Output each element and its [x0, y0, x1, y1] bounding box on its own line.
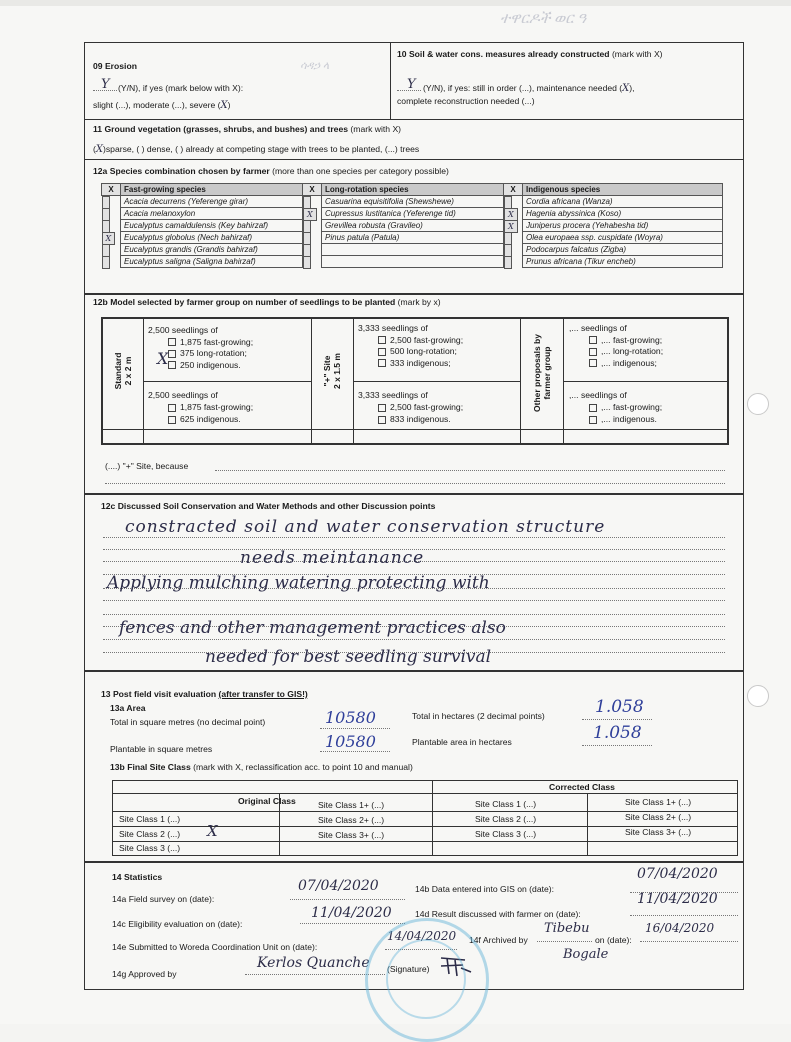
plantable-sqm-value[interactable]: 10580 [325, 732, 376, 751]
erosion-question: (Y/N), if yes (mark below with X): [118, 83, 244, 93]
species-name: Cordia africana (Wanza) [523, 196, 723, 208]
corr-class-2[interactable]: Site Class 2 (...) [475, 814, 537, 824]
plantable-ha-value[interactable]: 1.058 [593, 723, 642, 743]
std1-option: 2,500 seedlings of 1,875 fast-growing; 375 long-rotation; 250 indigenous. [148, 325, 254, 370]
species-name: Eucalyptus globolus (Nech bahirzaf) [121, 232, 303, 244]
archived-on-label: on (date): [595, 935, 632, 945]
species-mark[interactable] [504, 256, 512, 269]
statistics-title: 14 Statistics [112, 872, 163, 882]
corrected-class-header: Corrected Class [549, 782, 615, 792]
page-top-edge [0, 0, 791, 6]
site-class-title: 13b Final Site Class (mark with X, reclassification acc. to point 10 and manual) [110, 762, 413, 772]
other2-option: ,... seedlings of ,... fast-growing; ,... indigenous. [569, 390, 663, 424]
approved-by-label: 14g Approved by [112, 969, 177, 979]
field-survey-label: 14a Field survey on (date): [112, 894, 215, 904]
other-model-label: Other proposals by farmer group [532, 334, 552, 412]
punch-hole-bottom [747, 685, 769, 707]
submitted-label: 14e Submitted to Woreda Coordination Unit on (date): [112, 942, 318, 952]
signature-label: (Signature) [387, 964, 430, 974]
swc-yn-answer[interactable]: Y [407, 77, 416, 92]
species-name: Cupressus lustitanica (Yeferenge tid) [322, 208, 504, 220]
species-header-fast: Fast-growing species [121, 184, 303, 196]
species-row [102, 196, 723, 208]
species-title: 12a Species combination chosen by farmer (more than one species per category possible) [93, 166, 449, 176]
discussion-title: 12c Discussed Soil Conservation and Water Methods and other Discussion points [101, 501, 436, 511]
species-mark[interactable]: X [504, 208, 518, 221]
species-name: Acacia decurrens (Yeferenge girar) [121, 196, 303, 208]
species-row [102, 244, 723, 256]
species-x-header-long: X [303, 184, 322, 196]
species-mark[interactable]: X [504, 220, 518, 233]
species-name: Eucalyptus saligna (Saligna bahirzaf) [121, 256, 303, 268]
species-mark[interactable] [102, 256, 110, 269]
orig-class-3plus[interactable]: Site Class 3+ (...) [318, 830, 385, 840]
species-name: Acacia melanoxylon [121, 208, 303, 220]
corr-class-3plus[interactable]: Site Class 3+ (...) [625, 827, 692, 837]
species-row [102, 220, 723, 232]
swc-question: (Y/N), if yes: still in order (...), maintenance needed (X), [423, 83, 635, 94]
corr-class-1plus[interactable]: Site Class 1+ (...) [625, 797, 692, 807]
erosion-severity-options: slight (...), moderate (...), severe (X) [93, 100, 231, 111]
official-stamp-inner [386, 939, 466, 1019]
total-ha-value[interactable]: 1.058 [595, 697, 644, 717]
discussion-line-1: constracted soil and water conservation structure [125, 517, 606, 537]
model-title: 12b Model selected by farmer group on number of seedlings to be planted (mark by x) [93, 297, 441, 307]
result-discussed-date[interactable]: 11/04/2020 [637, 891, 718, 907]
orig-class-2[interactable]: Site Class 2 (...) [119, 829, 181, 839]
discussion-line-3: Applying mulching watering protecting with [107, 573, 490, 593]
result-discussed-label: 14d Result discussed with farmer on (date): [415, 909, 581, 919]
corr-class-1[interactable]: Site Class 1 (...) [475, 799, 537, 809]
vegetation-sparse-mark[interactable]: X [95, 144, 103, 155]
area-title: 13a Area [110, 703, 146, 713]
swc-reconstruction-option: complete reconstruction needed (...) [397, 96, 535, 106]
species-row [102, 232, 723, 244]
species-name: Grevillea robusta (Gravileo) [322, 220, 504, 232]
punch-hole-top [747, 393, 769, 415]
std1-mark[interactable]: X [157, 349, 169, 368]
species-row [102, 208, 723, 220]
species-name: Juniperus procera (Yehabesha tid) [523, 220, 723, 232]
original-class-header: Original Class [238, 796, 296, 806]
approved-by-name[interactable]: Kerlos Quanche [257, 955, 370, 971]
gis-entry-label: 14b Data entered into GIS on (date): [415, 884, 555, 894]
orig-class-3[interactable]: Site Class 3 (...) [119, 843, 181, 853]
bleed-through-text-top: ተዋርዶች ወር ዓ [500, 11, 587, 27]
archived-by-name-2: Bogale [563, 947, 609, 962]
species-name: Pinus patula (Patula) [322, 232, 504, 244]
species-name: Hagenia abyssinica (Koso) [523, 208, 723, 220]
orig-class-2-mark[interactable]: X [207, 822, 218, 840]
species-header-long: Long-rotation species [322, 184, 504, 196]
species-name [322, 244, 504, 256]
orig-class-1[interactable]: Site Class 1 (...) [119, 814, 181, 824]
discussion-line-2: needs meintanance [240, 548, 425, 568]
discussion-line-4: fences and other management practices also [119, 618, 506, 638]
swc-title: 10 Soil & water cons. measures already constructed (mark with X) [397, 49, 663, 59]
other1-option: ,... seedlings of ,... fast-growing; ,... long-rotation; ,... indigenous; [569, 323, 664, 368]
species-name: Eucalyptus camaldulensis (Key bahirzaf) [121, 220, 303, 232]
standard-model-label: Standard 2 x 2 m [113, 352, 133, 390]
species-name: Casuarina equisitifolia (Shewshewe) [322, 196, 504, 208]
swc-maintenance-mark[interactable]: X [622, 83, 630, 94]
plantable-sqm-label: Plantable in square metres [110, 744, 213, 754]
total-ha-label: Total in hectares (2 decimal points) [412, 711, 545, 721]
species-header-indigenous: Indigenous species [523, 184, 723, 196]
erosion-yn-answer[interactable]: Y [101, 77, 110, 92]
archived-date[interactable]: 16/04/2020 [645, 921, 715, 935]
species-name: Podocarpus falcatus (Zigba) [523, 244, 723, 256]
erosion-title: 09 Erosion [93, 61, 137, 71]
species-name [322, 256, 504, 268]
archived-by-name[interactable]: Tibebu [544, 921, 590, 936]
orig-class-2plus[interactable]: Site Class 2+ (...) [318, 815, 385, 825]
orig-class-1plus[interactable]: Site Class 1+ (...) [318, 800, 385, 810]
species-mark[interactable] [303, 256, 311, 269]
eligibility-label: 14c Eligibility evaluation on (date): [112, 919, 243, 929]
archived-by-label: 14f Archived by [469, 935, 528, 945]
std2-option: 2,500 seedlings of 1,875 fast-growing; 625 indigenous. [148, 390, 254, 424]
total-sqm-label: Total in square metres (no decimal point) [110, 717, 266, 727]
eligibility-date[interactable]: 11/04/2020 [311, 905, 392, 921]
species-row [102, 256, 723, 268]
species-table [101, 183, 723, 268]
species-x-header-ind: X [504, 184, 523, 196]
discussion-line-5: needed for best seedling survival [205, 647, 492, 667]
species-mark[interactable]: X [102, 232, 116, 245]
site1-option: 3,333 seedlings of 2,500 fast-growing; 500 long-rotation; 333 indigenous; [358, 323, 464, 368]
species-x-header-fast: X [102, 184, 121, 196]
site-because-line: (....) "+" Site, because [105, 461, 189, 471]
corr-class-2plus[interactable]: Site Class 2+ (...) [625, 812, 692, 822]
model-grid [101, 317, 729, 445]
site-class-table [112, 780, 738, 856]
field-survey-date[interactable]: 07/04/2020 [298, 878, 379, 894]
bleed-through-text-left: ሳዳኃ ላ [300, 60, 330, 72]
erosion-severity-mark[interactable]: X [220, 100, 228, 111]
post-visit-title: 13 Post field visit evaluation (after transfer to GIS!) [101, 689, 308, 699]
species-name: Prunus africana (Tikur encheb) [523, 256, 723, 268]
site2-option: 3,333 seedlings of 2,500 fast-growing; 833 indigenous. [358, 390, 464, 424]
species-mark[interactable]: X [303, 208, 317, 221]
site-model-label: "+" Site 2 x 1.5 m [322, 353, 342, 389]
form-frame [84, 42, 744, 990]
corr-class-3[interactable]: Site Class 3 (...) [475, 829, 537, 839]
vegetation-title: 11 Ground vegetation (grasses, shrubs, and bushes) and trees (mark with X) [93, 124, 402, 134]
vegetation-options: (X)sparse, ( ) dense, ( ) already at competing stage with trees to be planted, (...) trees [93, 144, 420, 155]
plantable-ha-label: Plantable area in hectares [412, 737, 512, 747]
total-sqm-value[interactable]: 10580 [325, 708, 376, 727]
submitted-date[interactable]: 14/04/2020 [387, 929, 457, 943]
gis-entry-date[interactable]: 07/04/2020 [637, 866, 718, 882]
species-name: Eucalyptus grandis (Grandis bahirzaf) [121, 244, 303, 256]
species-name: Olea europaea ssp. cuspidate (Woyra) [523, 232, 723, 244]
